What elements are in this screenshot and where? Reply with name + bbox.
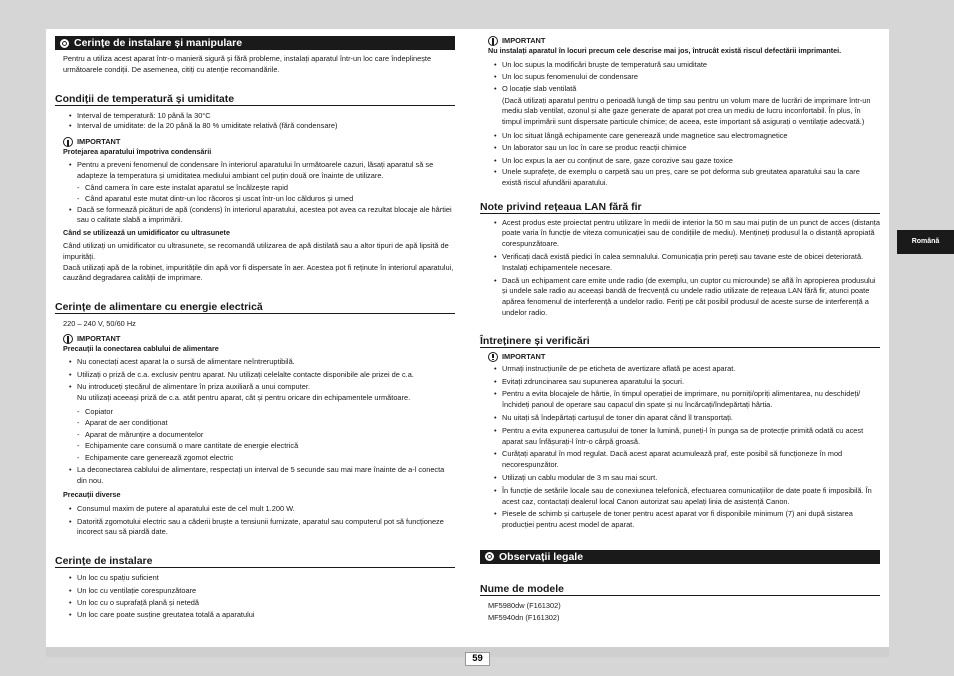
model-name: MF5980dw (F161302): [488, 600, 561, 610]
note-title: Protejarea aparatului împotriva condensării: [63, 147, 212, 157]
paragraph: Dacă utilizați apă de la robinet, impuritățile din apă vor fi dispersate în aer. Acestea pot fi reținute în interiorul aparatului, cauzând degradarea calității de imprimare.: [63, 262, 454, 283]
dash-item: - Echipamente care consumă o mare cantitate de energie electrică: [55, 440, 455, 452]
bullet-circle-icon: [485, 552, 494, 561]
note-title: Nu instalați aparatul în locuri precum cele descrise mai jos, întrucât există riscul defectării imprimantei.: [488, 46, 842, 55]
subheading-model-names: Nume de modele: [480, 583, 880, 596]
list-item: • Utilizați o priză de c.a. exclusiv pentru aparat. Nu utilizați celelalte contacte disponibile ale prizei de c.a.: [55, 370, 455, 381]
important-label: IMPORTANT: [480, 36, 880, 46]
list-item: • Curățați aparatul în mod regulat. Dacă acest aparat acumulează praf, este posibil să funcționeze în mod necorespunzător.: [480, 449, 880, 471]
bullet-circle-icon: [60, 39, 69, 48]
list-item: • Un loc cu spațiu suficient: [55, 572, 455, 584]
list-item: • Pentru a evita expunerea cartușului de toner la lumină, puneți-l în punga sa de protecție primită odată cu acest aparat sau înfășurați-l într-o cârpă groasă.: [480, 426, 880, 448]
note-title: Când se utilizează un umidificator cu ultrasunete: [63, 228, 230, 238]
list-item: • Verificați dacă există piedici în calea semnalului. Comunicația prin pereți sau tavane este de obicei deteriorată. Instalați echipamentele necesare.: [480, 252, 880, 274]
list-item: • Pentru a preveni fenomenul de condensare în interiorul aparatului în următoarele cazuri, lăsați aparatul să se adapteze la temperatura și umiditatea mediului ambiant cel puțin două ore înainte de utilizare.: [55, 160, 455, 182]
right-column: [480, 0, 880, 625]
list-item: • Nu uitați să îndepărtați cartușul de toner din aparat când îl transportați.: [480, 413, 880, 424]
important-label: IMPORTANT: [480, 352, 880, 362]
list-item: • Un loc cu ventilație corespunzătoare: [55, 585, 455, 597]
important-icon: [488, 36, 498, 46]
subheading-wireless-lan: Note privind rețeaua LAN fără fir: [480, 201, 880, 214]
list-item: • Interval de umiditate: de la 20 până la 80 % umiditate relativă (fără condensare): [55, 121, 455, 132]
section-header-installation: Cerințe de instalare și manipulare: [55, 36, 455, 50]
important-label: IMPORTANT: [55, 334, 455, 344]
list-item: • La deconectarea cablului de alimentare, respectați un interval de 5 secunde sau mai mare înainte de a-l conecta din nou.: [55, 465, 455, 487]
important-icon: [63, 334, 73, 344]
list-item: • Un loc supus fenomenului de condensare: [480, 71, 880, 83]
list-item: • Un loc cu o suprafață plană și netedă: [55, 597, 455, 609]
list-item: • Dacă se formează picături de apă (condens) în interiorul aparatului, acestea pot avea ca rezultat blocaje ale hârtiei sau o calitate slabă a imprimării.: [55, 205, 455, 227]
dash-item: - Echipamente care generează zgomot electric: [55, 452, 455, 464]
model-name: MF5940dn (F161302): [488, 613, 560, 623]
left-column: [55, 0, 455, 621]
list-item: • Un loc supus la modificări bruște de temperatură sau umiditate: [480, 59, 880, 71]
important-icon: [63, 137, 73, 147]
list-item: • În funcție de setările locale sau de conexiunea telefonică, efectuarea comunicațiilor de date poate fi imposibilă. În acest caz, contactați dealerul local Canon autorizat sau apelați linia de asistență Canon.: [480, 486, 880, 508]
list-item: • Dacă un echipament care emite unde radio (de exemplu, un cuptor cu microunde) se află în apropierea produsului și undele sale radio au aceeași bandă de frecvență cu undele radio utilizate de rețeaua LAN fără fir, atunci poate apărea fenomenul de interferență a undelor radio. Feriți pe cât posibil produsul de aceste surse de interferență a undelor radio.: [480, 276, 880, 319]
list-item: • Piesele de schimb și cartușele de toner pentru acest aparat vor fi disponibile minimum (7) ani după sistarea producției pentru acest model de aparat.: [480, 509, 880, 531]
list-item: • O locație slab ventilată: [480, 83, 880, 95]
list-item: • Acest produs este proiectat pentru utilizare în medii de interior la 50 m sau mai puțin de un punct de acces (distanța poate varia în funcție de viteza comunicației sau de condițiile de mediu). Mențineți produsul la o distanță apropiată corespunzătoare.: [480, 218, 880, 250]
note-title: Precauții diverse: [63, 490, 121, 500]
list-item: • Un loc care poate susține greutatea totală a aparatului: [55, 609, 455, 621]
list-item: • Interval de temperatură: 10 până la 30°C: [55, 111, 455, 122]
dash-item: - Aparat de aer condiționat: [55, 417, 455, 429]
subheading-power: Cerințe de alimentare cu energie electrică: [55, 301, 455, 314]
dash-item: - Când camera în care este instalat aparatul se încălzește rapid: [55, 182, 455, 194]
list-item: • Nu introduceți ștecărul de alimentare în priza auxiliară a unui computer.: [55, 382, 455, 393]
list-item: • Unele suprafețe, de exemplu o carpetă sau un preș, care se pot deforma sub greutatea aparatului sau la care există riscul afundării aparatului.: [480, 167, 880, 189]
list-item: • Consumul maxim de putere al aparatului este de cel mult 1.200 W.: [55, 504, 455, 515]
intro-paragraph: Pentru a utiliza acest aparat într-o manieră sigură și fără probleme, instalați aparatul într-un loc care îndeplinește următoarele condiții. De asemenea, citiți cu atenție recomandările.: [63, 54, 432, 74]
list-item: • Urmați instrucțiunile de pe eticheta de avertizare aflată pe acest aparat.: [480, 364, 880, 375]
list-item: • Un loc expus la aer cu conținut de sare, gaze corozive sau gaze toxice: [480, 155, 880, 167]
list-item: • Nu conectați acest aparat la o sursă de alimentare neîntreruptibilă.: [55, 357, 455, 368]
section-header-legal: Observații legale: [480, 550, 880, 564]
list-item: • Utilizați un cablu modular de 3 m sau mai scurt.: [480, 473, 880, 484]
page-number: 59: [465, 652, 490, 666]
list-item: • Un loc situat lângă echipamente care generează unde magnetice sau electromagnetice: [480, 130, 880, 142]
list-item: • Datorită zgomotului electric sau a căderii bruște a tensiunii furnizate, aparatul sau computerul pot să funcționeze incorect sau să piardă date.: [55, 517, 455, 539]
important-label: IMPORTANT: [55, 137, 455, 147]
dash-item: - Copiator: [55, 406, 455, 418]
list-item-note: (Dacă utilizați aparatul pentru o perioadă lungă de timp sau pentru un volum mare de lucrări de imprimare într-un mediu slab ventilat, ozonul și alte gaze generate de aparat pot crea un mediu de lucru inconfortabil. În plus, în timpul imprimării sunt dispersate particule chimice; de aceea, este important să asigurați o ventilație adecvată.): [502, 95, 871, 127]
list-item-continuation: Nu utilizați aceeași priză de c.a. atât pentru aparat, cât și pentru oricare din echipamentele următoare.: [77, 393, 411, 403]
note-title: Precauții la conectarea cablului de alimentare: [63, 343, 219, 353]
list-item: • Pentru a evita blocajele de hârtie, în timpul operației de imprimare, nu porniți/opriți alimentarea, nu deschideți/închideți panoul de operare sau capacul din spate și nu încărcați/îndepărtați hârtia.: [480, 389, 880, 411]
important-icon: [488, 352, 498, 362]
dash-item: - Când aparatul este mutat dintr-un loc răcoros și uscat într-un loc călduros și umed: [55, 193, 455, 205]
language-tab[interactable]: Română: [897, 230, 954, 254]
paragraph: Când utilizați un umidificator cu ultrasunete, se recomandă utilizarea de apă distilată sau a altor tipuri de apă lipsită de impurități.: [63, 240, 449, 261]
subheading-temperature: Condiții de temperatură și umiditate: [55, 93, 455, 106]
voltage-text: 220 – 240 V, 50/60 Hz: [63, 319, 136, 329]
list-item: • Un laborator sau un loc în care se produc reacții chimice: [480, 142, 880, 154]
list-item: • Evitați zdruncinarea sau supunerea aparatului la șocuri.: [480, 377, 880, 388]
subheading-maintenance: Întreținere și verificări: [480, 335, 880, 348]
subheading-installation-requirements: Cerințe de instalare: [55, 555, 455, 568]
dash-item: - Aparat de mărunțire a documentelor: [55, 429, 455, 441]
